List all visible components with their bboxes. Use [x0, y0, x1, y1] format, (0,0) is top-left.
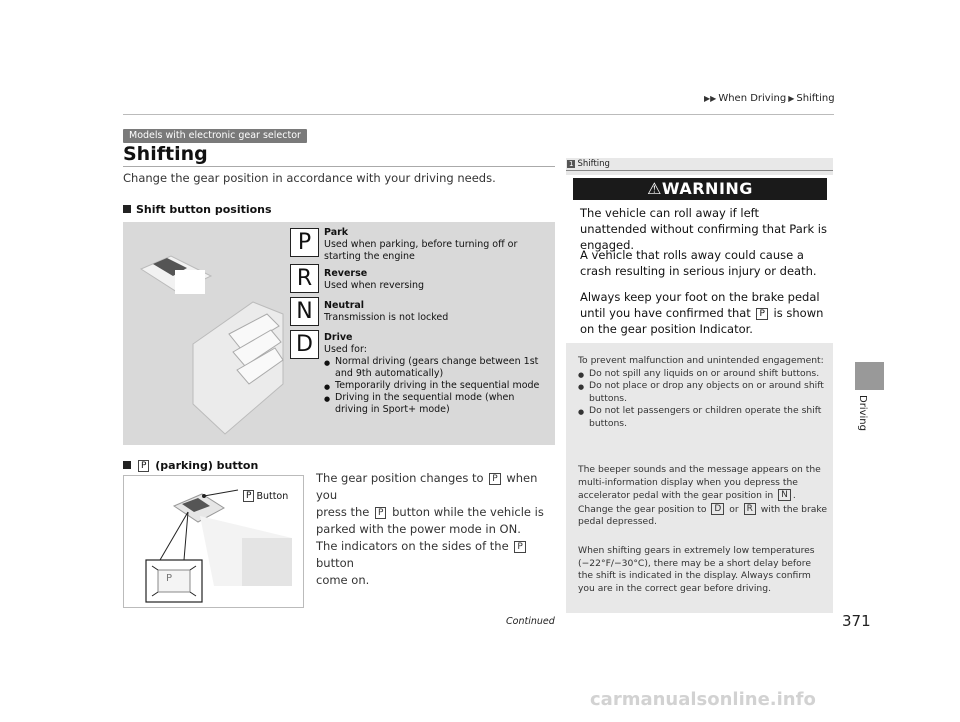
section-heading-shift-positions: Shift button positions	[123, 203, 272, 216]
gear-letter-p-icon: P	[290, 228, 319, 257]
gear-desc-drive: Drive Used for: ● Normal driving (gears change between 1st and 9th automatically) ● Temporarily driving in the sequential mode ● Driving in the sequential mode (when driving in Sport+ mode)	[324, 332, 550, 416]
warning-text-crash: A vehicle that rolls away could cause a crash resulting in serious injury or death.	[580, 248, 817, 278]
parking-button-description: The gear position changes to P when you press the P button while the vehicle is parked with the power mode in ON. The indicators on the sides of the P button come on.	[316, 471, 544, 587]
key-p-icon: P	[243, 490, 254, 502]
continued-label: Continued	[506, 616, 555, 627]
breadcrumb-item-shifting[interactable]: Shifting	[796, 93, 835, 104]
warning-header: ⚠WARNING	[573, 178, 827, 200]
section-heading-parking-button: P (parking) button	[123, 459, 258, 472]
panel-p-label: P	[166, 573, 173, 584]
breadcrumb-arrow-icon: ▶▶	[704, 94, 717, 103]
key-p-icon: P	[514, 541, 525, 553]
gear-selector-illustration	[133, 234, 293, 444]
cold-weather-note: When shifting gears in extremely low temperatures (−22°F/−30°C), there may be a short delay before the shift is indicated in the display. Always confirm you are in the correct gear before driving.	[578, 545, 815, 594]
prevent-malfunction-notes: To prevent malfunction and unintended engagement: ● Do not spill any liquids on or around shift buttons. ● Do not place or drop any objects on or around shift buttons. ● Do not let passengers or children operate the shift buttons.	[578, 355, 828, 430]
parking-button-callout: P Button	[241, 490, 288, 502]
parking-button-illustration	[123, 475, 304, 608]
side-tab-driving: Driving	[857, 395, 868, 431]
section-marker-icon	[123, 461, 131, 469]
gear-letter-d-icon: D	[290, 330, 319, 359]
breadcrumb-arrow-icon: ▶	[788, 94, 795, 103]
list-item: ● Do not spill any liquids on or around shift buttons.	[578, 368, 828, 381]
model-tag: Models with electronic gear selector	[123, 129, 307, 143]
intro-text: Change the gear position in accordance with your driving needs.	[123, 171, 496, 185]
key-p-icon: P	[489, 473, 500, 485]
key-d-icon: D	[711, 503, 724, 515]
page-title: Shifting	[123, 143, 208, 165]
page-number: 371	[842, 612, 871, 630]
gear-letter-n-icon: N	[290, 297, 319, 326]
list-item: ● Temporarily driving in the sequential mode	[324, 380, 550, 392]
warning-triangle-icon: ⚠	[647, 179, 662, 198]
key-r-icon: R	[744, 503, 756, 515]
breadcrumb-item-when-driving[interactable]: When Driving	[718, 93, 787, 104]
key-p-icon: P	[375, 507, 386, 519]
side-notes-divider	[566, 170, 833, 171]
watermark: carmanualsonline.info	[590, 689, 816, 710]
list-item: ● Driving in the sequential mode (when driving in Sport+ mode)	[324, 392, 550, 416]
warning-text-brake: Always keep your foot on the brake pedal until you have confirmed that P is shown on the gear position Indicator.	[580, 290, 824, 336]
list-item: ● Do not let passengers or children operate the shift buttons.	[578, 405, 828, 430]
key-n-icon: N	[778, 489, 791, 501]
gear-desc-park: Park Used when parking, before turning off or starting the engine	[324, 227, 518, 262]
section-thumb-tab	[855, 362, 884, 390]
beeper-note: The beeper sounds and the message appears on the multi-information display when you depress the accelerator pedal with the gear position in N . Change the gear position to D or R with the brake pedal depressed.	[578, 464, 828, 527]
key-p-icon: P	[756, 308, 767, 320]
list-item: ● Do not place or drop any objects on or around shift buttons.	[578, 380, 828, 405]
note-marker-icon: 1	[569, 160, 574, 168]
gear-letter-r-icon: R	[290, 264, 319, 293]
header-divider	[123, 114, 834, 115]
gear-desc-reverse: Reverse Used when reversing	[324, 268, 425, 291]
shift-button-panel	[123, 222, 555, 445]
title-divider	[123, 166, 555, 167]
warning-text-roll-away: The vehicle can roll away if left unattended without confirming that Park is engaged.	[580, 206, 827, 252]
list-item: ● Normal driving (gears change between 1st and 9th automatically)	[324, 356, 550, 380]
section-marker-icon	[123, 205, 131, 213]
key-p-icon: P	[138, 460, 149, 472]
breadcrumb	[702, 93, 835, 104]
gear-desc-neutral: Neutral Transmission is not locked	[324, 300, 449, 323]
side-notes-label: 1 Shifting	[569, 159, 610, 169]
